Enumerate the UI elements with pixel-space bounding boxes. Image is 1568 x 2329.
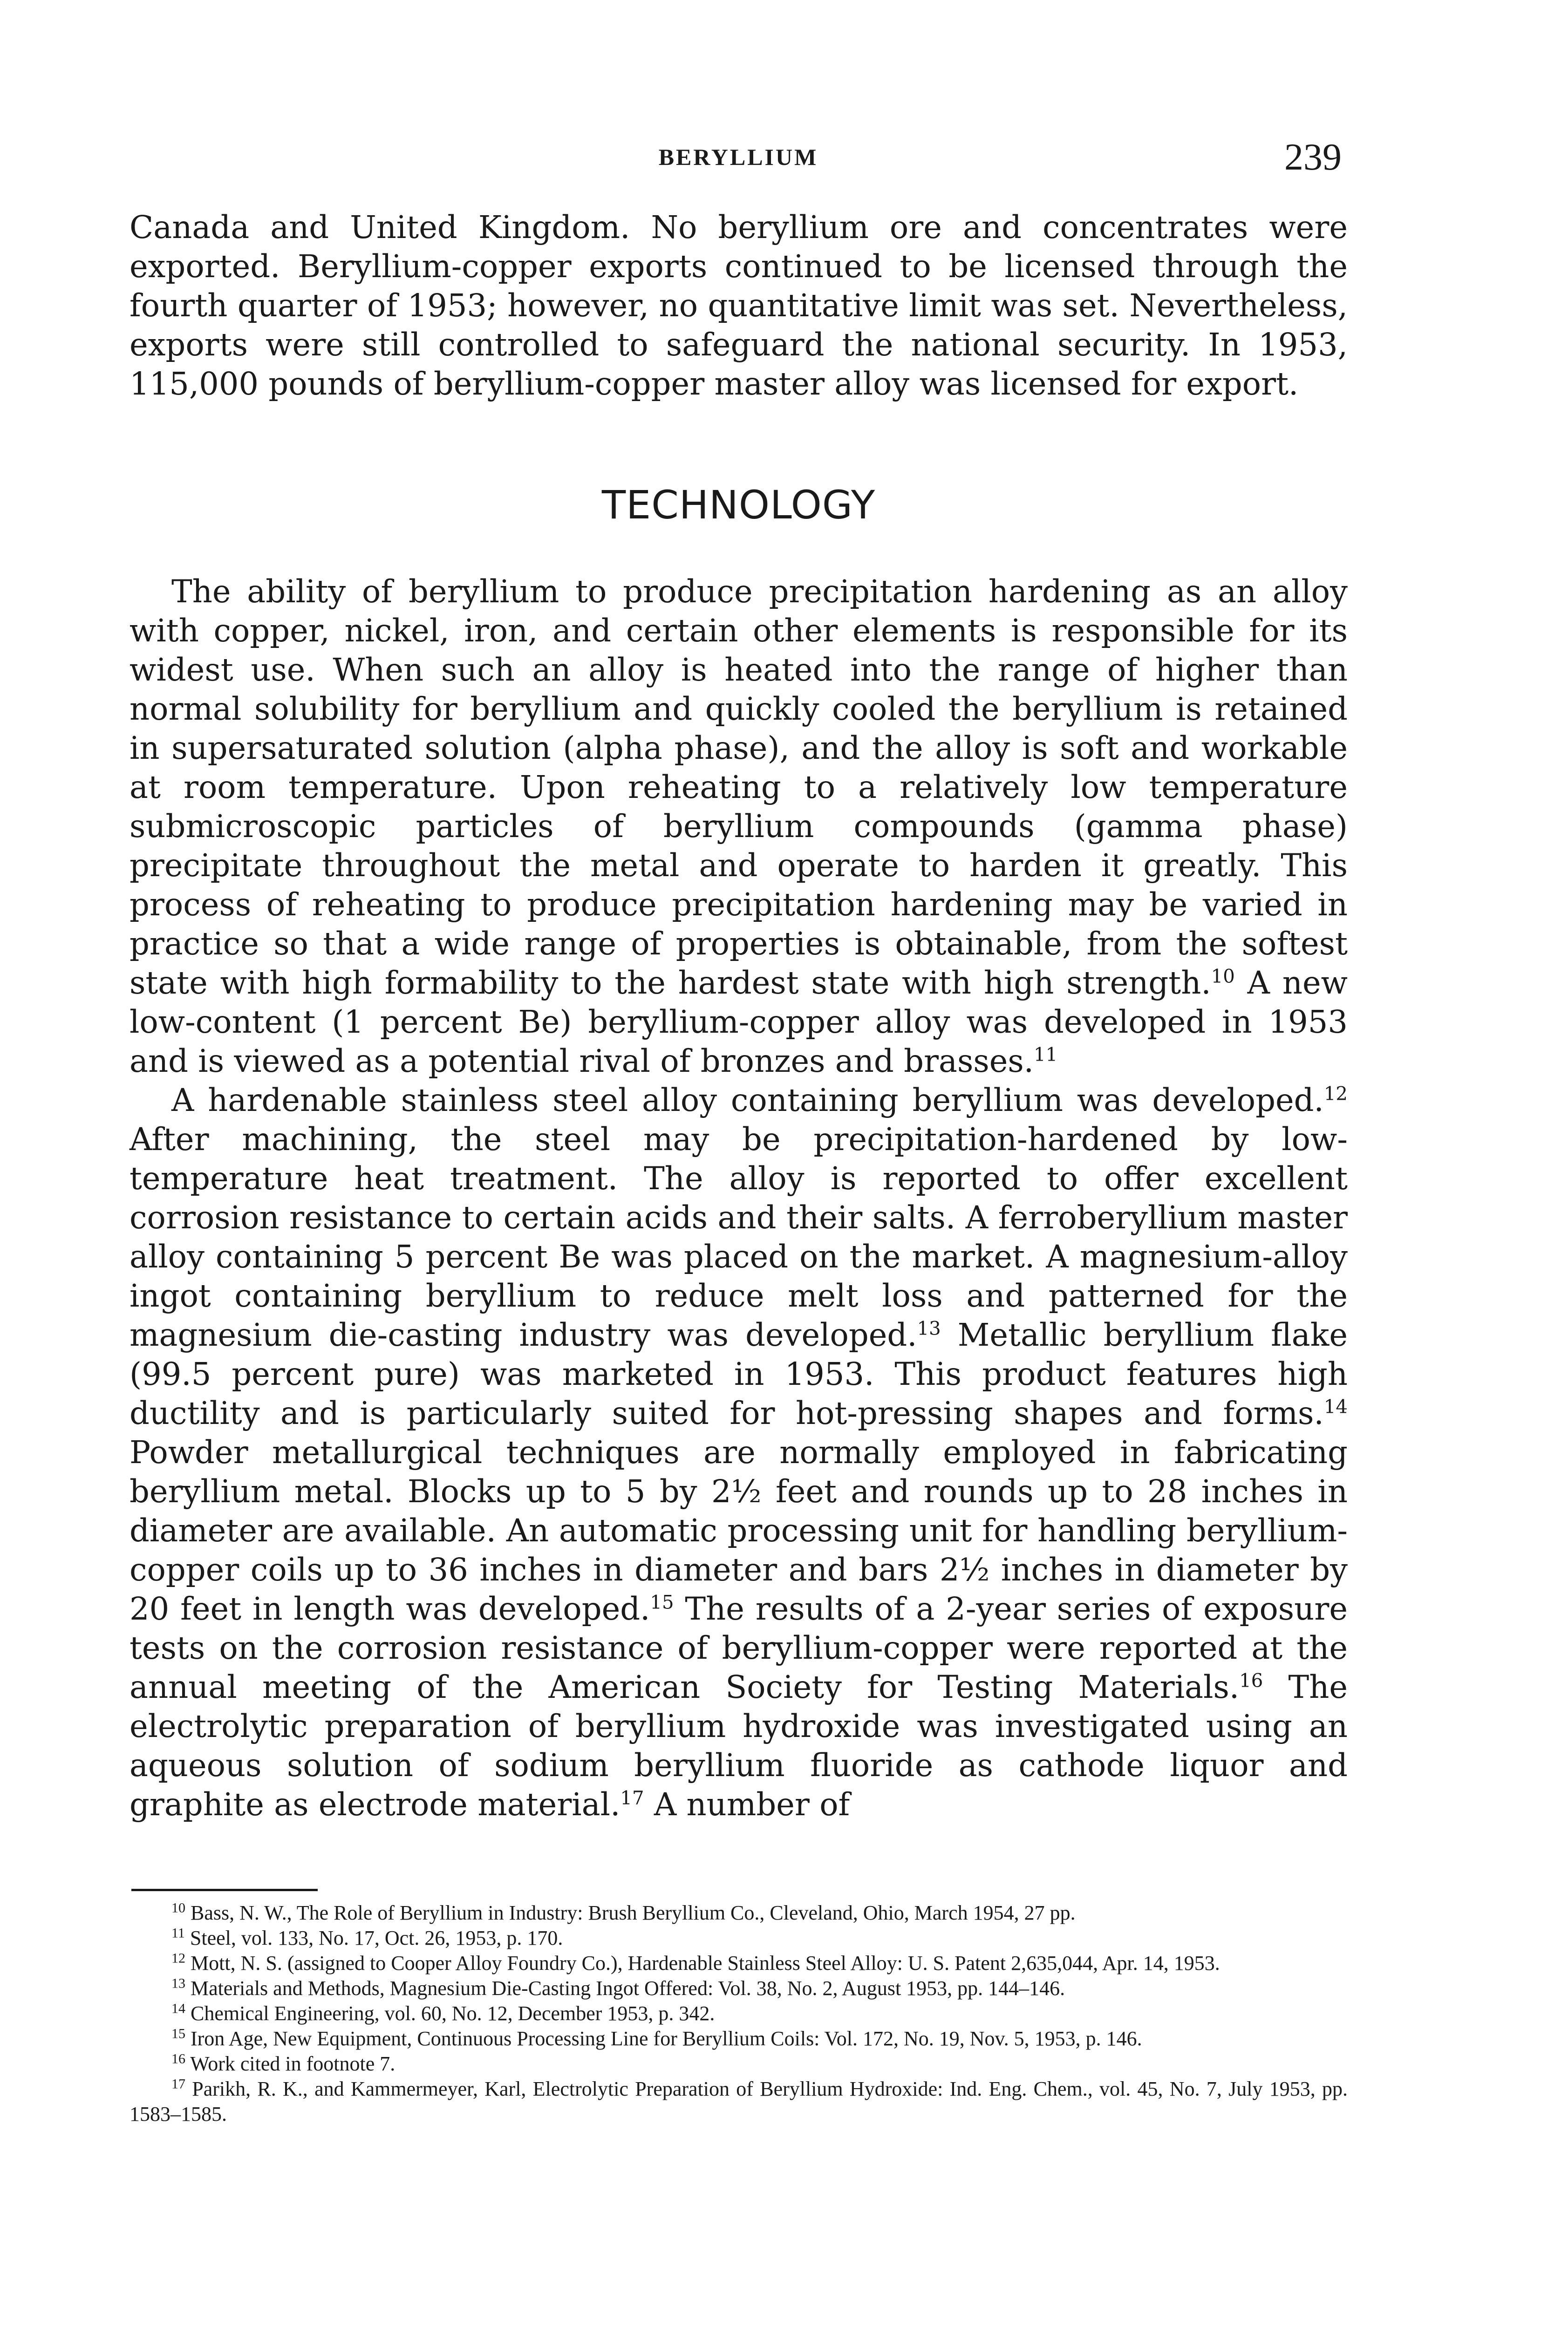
body-paragraph	[130, 1081, 1348, 1824]
body-text: The ability of beryllium to produce precipitation hardening as an alloy with copper, nickel, iron, and certain other elements is responsible for its widest use. When such an alloy is heated into the range of higher than normal solubility for beryllium and quickly cooled the beryllium is retained in supersaturated solution (alpha phase), and the alloy is soft and workable at room temperature. Upon reheating to a relatively low temperature submicroscopic particles of beryllium compounds (gamma phase) precipitate throughout the metal and operate to harden it greatly. This process of reheating to produce precipitation hardening may be varied in practice so that a wide range of properties is obtainable, from the softest state with high formability to the hardest state with high strength.	[130, 573, 1348, 1001]
body-text: After machining, the steel may be precipitation-hardened by low-temperature heat treatment. The alloy is reported to offer excellent corrosion resistance to certain acids and their salts. A ferroberyllium master alloy containing 5 percent Be was placed on the market. A magnesium-alloy ingot containing beryllium to reduce melt loss and patterned for the magnesium die-casting industry was developed.	[130, 1121, 1348, 1353]
footnote-text: Mott, N. S. (assigned to Cooper Alloy Foundry Co.), Hardenable Stainless Steel Alloy: U. S. Patent 2,635,044, Apr. 14, 1953.	[185, 1952, 1220, 1975]
footnote-reference: 17	[620, 1787, 644, 1809]
intro-paragraph: Canada and United Kingdom. No beryllium ore and concentrates were exported. Beryllium-copper exports continued to be licensed through the fourth quarter of 1953; however, no quantitative limit was set. Nevertheless, exports were still controlled to safeguard the national security. In 1953, 115,000 pounds of beryllium-copper master alloy was licensed for export.	[130, 209, 1348, 402]
footnote-text: Chemical Engineering, vol. 60, No. 12, December 1953, p. 342.	[185, 2002, 715, 2025]
footnote	[130, 2077, 1348, 2127]
footnote-text: Parikh, R. K., and Kammermeyer, Karl, Electrolytic Preparation of Beryllium Hydroxide: Ind. Eng. Chem., vol. 45, No. 7, July 1953, pp. 1583–1585.	[130, 2077, 1348, 2125]
body-text: A hardenable stainless steel alloy containing beryllium was developed.	[171, 1082, 1324, 1118]
footnote	[130, 1926, 1348, 1951]
footnote-number: 10	[171, 1900, 185, 1916]
intro-paragraph-block	[130, 208, 1348, 403]
footnote-text: Materials and Methods, Magnesium Die-Casting Ingot Offered: Vol. 38, No. 2, August 1953, pp. 144–146.	[185, 1977, 1065, 2000]
footnote-number: 17	[171, 2076, 185, 2092]
footnote	[130, 1951, 1348, 1976]
footnote-number: 15	[171, 2026, 185, 2042]
footnote-text: Iron Age, New Equipment, Continuous Processing Line for Beryllium Coils: Vol. 172, No. 19, Nov. 5, 1953, p. 146.	[185, 2027, 1142, 2050]
body-text: Powder metallurgical techniques are normally employed in fabricating beryllium metal. Blocks up to 5 by 2½ feet and rounds up to 28 inches in diameter are available. An automatic processing unit for handling beryllium-copper coils up to 36 inches in diameter and bars 2½ inches in diameter by 20 feet in length was developed.	[130, 1434, 1348, 1627]
footnote-divider	[131, 1889, 318, 1891]
footnote-number: 11	[171, 1925, 185, 1941]
footnote-number: 12	[171, 1950, 185, 1966]
footnote	[130, 1976, 1348, 2001]
footnote	[130, 1900, 1348, 1926]
page-number: 239	[1284, 136, 1342, 178]
body-paragraph	[130, 572, 1348, 1081]
body-text: The electrolytic preparation of beryllium hydroxide was investigated using an aqueous solution of sodium beryllium fluoride as cathode liquor and graphite as electrode material.	[130, 1669, 1348, 1823]
footnote-reference: 14	[1323, 1396, 1348, 1418]
footnote-text: Bass, N. W., The Role of Beryllium in Industry: Brush Beryllium Co., Cleveland, Ohio, March 1954, 27 pp.	[185, 1901, 1076, 1924]
footnote-text: Steel, vol. 133, No. 17, Oct. 26, 1953, p. 170.	[184, 1927, 563, 1949]
body-text: A new low-content (1 percent Be) beryllium-copper alloy was developed in 1953 and is viewed as a potential rival of bronzes and brasses.	[130, 965, 1348, 1079]
footnote-reference: 15	[650, 1592, 674, 1614]
footnote-reference: 13	[917, 1318, 941, 1340]
footnote-number: 16	[171, 2051, 185, 2067]
footnote-reference: 11	[1034, 1044, 1058, 1066]
footnotes-block	[130, 1900, 1348, 2127]
footnote-reference: 10	[1211, 966, 1235, 987]
technology-section-body	[130, 572, 1348, 1824]
footnote-number: 13	[171, 1975, 185, 1991]
footnote-reference: 16	[1239, 1670, 1263, 1692]
running-head	[130, 135, 1346, 186]
footnote-number: 14	[171, 2001, 185, 2016]
running-title: BERYLLIUM	[658, 144, 818, 170]
footnote	[130, 2001, 1348, 2026]
body-text: A number of	[644, 1786, 850, 1823]
footnote-reference: 12	[1323, 1083, 1348, 1105]
footnote	[130, 2026, 1348, 2051]
footnote-text: Work cited in footnote 7.	[185, 2052, 395, 2075]
body-text: Metallic beryllium flake (99.5 percent pure) was marketed in 1953. This product features high ductility and is particularly suited for hot-pressing shapes and forms.	[130, 1317, 1348, 1431]
body-text: The results of a 2-year series of exposure tests on the corrosion resistance of beryllium-copper were reported at the annual meeting of the American Society for Testing Materials.	[130, 1591, 1348, 1705]
section-heading: TECHNOLOGY	[601, 482, 876, 528]
footnote	[130, 2051, 1348, 2077]
